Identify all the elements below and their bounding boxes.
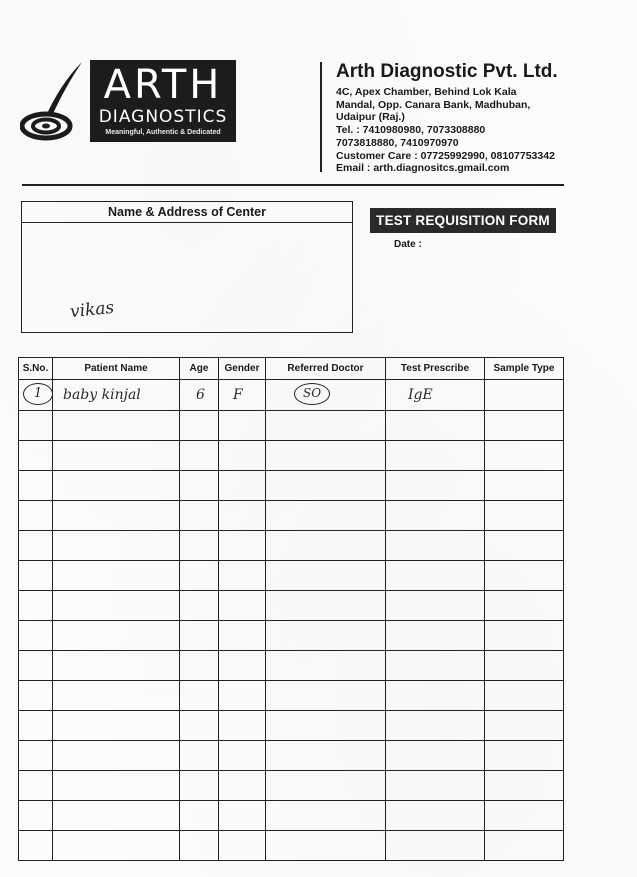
cell-gender bbox=[219, 380, 266, 411]
table-cell bbox=[180, 681, 219, 711]
table-cell bbox=[19, 741, 53, 771]
table-cell bbox=[180, 531, 219, 561]
table-cell bbox=[180, 651, 219, 681]
table-cell bbox=[266, 441, 386, 471]
table-cell bbox=[485, 531, 564, 561]
table-cell bbox=[386, 741, 485, 771]
table-cell bbox=[485, 621, 564, 651]
table-cell bbox=[219, 831, 266, 861]
table-cell bbox=[266, 411, 386, 441]
table-cell bbox=[386, 561, 485, 591]
table-cell bbox=[266, 531, 386, 561]
center-heading: Name & Address of Center bbox=[22, 202, 352, 223]
table-cell bbox=[19, 561, 53, 591]
address-line: Mandal, Opp. Canara Bank, Madhuban, bbox=[336, 98, 531, 111]
table-cell bbox=[53, 801, 180, 831]
table-cell bbox=[53, 831, 180, 861]
header-test-prescribe: Test Prescribe bbox=[386, 358, 485, 380]
table-row bbox=[19, 711, 564, 741]
table-cell bbox=[180, 801, 219, 831]
table-cell bbox=[53, 501, 180, 531]
table-cell bbox=[266, 711, 386, 741]
logo-subtitle: DIAGNOSTICS bbox=[98, 107, 228, 127]
table-cell bbox=[219, 771, 266, 801]
table-cell bbox=[219, 591, 266, 621]
table-cell bbox=[386, 591, 485, 621]
header-gender: Gender bbox=[219, 358, 266, 380]
table-cell bbox=[266, 771, 386, 801]
table-cell bbox=[386, 771, 485, 801]
table-cell bbox=[180, 591, 219, 621]
table-cell bbox=[219, 801, 266, 831]
table-cell bbox=[386, 651, 485, 681]
address-line: Udaipur (Raj.) bbox=[336, 111, 405, 124]
table-cell bbox=[19, 711, 53, 741]
table-cell bbox=[266, 681, 386, 711]
table-cell bbox=[19, 501, 53, 531]
table-cell bbox=[386, 801, 485, 831]
table-row bbox=[19, 681, 564, 711]
table-cell bbox=[53, 561, 180, 591]
center-address-box bbox=[21, 201, 353, 333]
table-row bbox=[19, 411, 564, 441]
table-cell bbox=[485, 711, 564, 741]
table-cell bbox=[53, 681, 180, 711]
table-cell bbox=[266, 591, 386, 621]
table-cell bbox=[386, 441, 485, 471]
doctor-value: SO bbox=[294, 383, 330, 405]
table-row bbox=[19, 501, 564, 531]
table-row bbox=[19, 441, 564, 471]
table-cell bbox=[219, 501, 266, 531]
table-cell bbox=[19, 441, 53, 471]
table-cell bbox=[386, 411, 485, 441]
table-cell bbox=[266, 621, 386, 651]
table-cell bbox=[19, 411, 53, 441]
table-cell bbox=[386, 501, 485, 531]
patient-name-value: baby kinjal bbox=[63, 386, 141, 403]
cell-sno bbox=[19, 380, 53, 411]
center-handwritten-name: vikas bbox=[69, 297, 116, 323]
table-cell bbox=[19, 471, 53, 501]
table-cell bbox=[386, 621, 485, 651]
table-cell bbox=[266, 831, 386, 861]
table-cell bbox=[180, 831, 219, 861]
table-cell bbox=[485, 471, 564, 501]
table-cell bbox=[485, 771, 564, 801]
table-cell bbox=[180, 501, 219, 531]
table-row bbox=[19, 591, 564, 621]
header-age: Age bbox=[180, 358, 219, 380]
email-line: Email : arth.diagnositcs.gmail.com bbox=[336, 162, 510, 175]
table-cell bbox=[19, 681, 53, 711]
table-cell bbox=[266, 471, 386, 501]
table-cell bbox=[266, 651, 386, 681]
logo-tagline: Meaningful, Authentic & Dedicated bbox=[105, 129, 221, 136]
age-value: 6 bbox=[196, 386, 205, 403]
table-cell bbox=[386, 711, 485, 741]
cell-referred-doctor bbox=[266, 380, 386, 411]
table-cell bbox=[53, 711, 180, 741]
table-cell bbox=[485, 831, 564, 861]
table-cell bbox=[485, 441, 564, 471]
company-name: Arth Diagnostic Pvt. Ltd. bbox=[336, 61, 558, 82]
table-cell bbox=[53, 771, 180, 801]
gender-value: F bbox=[233, 386, 243, 403]
table-row bbox=[19, 771, 564, 801]
table-cell bbox=[485, 411, 564, 441]
table-cell bbox=[53, 471, 180, 501]
customer-care-line: Customer Care : 07725992990, 08107753342 bbox=[336, 149, 555, 162]
table-cell bbox=[53, 741, 180, 771]
date-label: Date : bbox=[394, 239, 422, 250]
table-cell bbox=[180, 741, 219, 771]
table-cell bbox=[485, 591, 564, 621]
table-cell bbox=[485, 741, 564, 771]
brand-logo bbox=[90, 60, 236, 142]
header-rule bbox=[22, 184, 564, 186]
sno-value: 1 bbox=[23, 383, 53, 405]
address-line: 4C, Apex Chamber, Behind Lok Kala bbox=[336, 86, 517, 98]
table-cell bbox=[180, 561, 219, 591]
table-cell bbox=[53, 531, 180, 561]
table-cell bbox=[180, 441, 219, 471]
table-row bbox=[19, 561, 564, 591]
table-row bbox=[19, 801, 564, 831]
table-cell bbox=[19, 831, 53, 861]
table-cell bbox=[53, 621, 180, 651]
header-divider bbox=[320, 62, 322, 172]
table-cell bbox=[180, 711, 219, 741]
table-cell bbox=[53, 591, 180, 621]
table-cell bbox=[386, 681, 485, 711]
table-cell bbox=[219, 651, 266, 681]
table-cell bbox=[219, 561, 266, 591]
table-cell bbox=[219, 711, 266, 741]
table-cell bbox=[485, 681, 564, 711]
table-cell bbox=[180, 471, 219, 501]
table-cell bbox=[53, 411, 180, 441]
header-referred-doctor: Referred Doctor bbox=[266, 358, 386, 380]
cell-sample-type bbox=[485, 380, 564, 411]
table-cell bbox=[266, 561, 386, 591]
cell-age bbox=[180, 380, 219, 411]
table-cell bbox=[53, 651, 180, 681]
table-cell bbox=[19, 531, 53, 561]
table-header-row bbox=[19, 358, 564, 380]
table-cell bbox=[485, 501, 564, 531]
table-cell bbox=[219, 441, 266, 471]
table-cell bbox=[485, 801, 564, 831]
table-cell bbox=[386, 531, 485, 561]
table-cell bbox=[19, 801, 53, 831]
header-patient-name: Patient Name bbox=[53, 358, 180, 380]
table-row bbox=[19, 741, 564, 771]
table-cell bbox=[180, 771, 219, 801]
table-cell bbox=[386, 471, 485, 501]
requisition-table bbox=[18, 357, 564, 861]
table-row bbox=[19, 651, 564, 681]
table-cell bbox=[266, 501, 386, 531]
table-cell bbox=[485, 561, 564, 591]
table-row bbox=[19, 380, 564, 411]
table-row bbox=[19, 531, 564, 561]
cell-test-prescribe bbox=[386, 380, 485, 411]
table-cell bbox=[219, 411, 266, 441]
table-cell bbox=[485, 651, 564, 681]
table-cell bbox=[180, 411, 219, 441]
company-details bbox=[336, 60, 626, 175]
logo-title: ARTH bbox=[103, 62, 223, 108]
table-cell bbox=[53, 441, 180, 471]
header-sno: S.No. bbox=[19, 358, 53, 380]
table-cell bbox=[386, 831, 485, 861]
table-cell bbox=[266, 741, 386, 771]
table-cell bbox=[219, 681, 266, 711]
table-cell bbox=[19, 591, 53, 621]
table-cell bbox=[219, 471, 266, 501]
table-row bbox=[19, 831, 564, 861]
table-cell bbox=[19, 771, 53, 801]
table-cell bbox=[219, 621, 266, 651]
form-title: TEST REQUISITION FORM bbox=[370, 208, 556, 233]
test-value: IgE bbox=[408, 386, 433, 403]
cell-patient-name bbox=[53, 380, 180, 411]
header-sample-type: Sample Type bbox=[485, 358, 564, 380]
target-logo-icon bbox=[20, 58, 90, 142]
table-row bbox=[19, 471, 564, 501]
table-row bbox=[19, 621, 564, 651]
table-cell bbox=[219, 741, 266, 771]
phone-line-2: 7073818880, 7410970970 bbox=[336, 136, 459, 149]
phone-line: Tel. : 7410980980, 7073308880 bbox=[336, 124, 486, 137]
table-cell bbox=[19, 621, 53, 651]
table-cell bbox=[219, 531, 266, 561]
table-cell bbox=[180, 621, 219, 651]
table-cell bbox=[19, 651, 53, 681]
table-cell bbox=[266, 801, 386, 831]
